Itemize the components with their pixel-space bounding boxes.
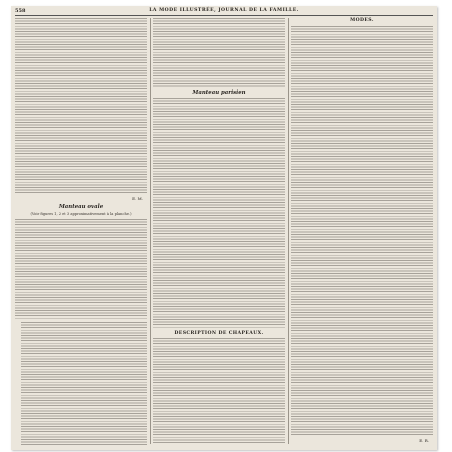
text-block bbox=[15, 219, 147, 319]
signature: E. M. bbox=[132, 196, 143, 201]
text-block bbox=[15, 18, 147, 194]
column-divider bbox=[288, 18, 289, 444]
signature: E. R. bbox=[419, 438, 429, 443]
section-title-manteau-ovale: Manteau ovale bbox=[58, 204, 104, 210]
text-block bbox=[291, 26, 433, 436]
page-number: 558 bbox=[15, 8, 26, 14]
section-title-modes: MODES. bbox=[350, 18, 374, 23]
running-title: LA MODE ILLUSTRÉE, JOURNAL DE LA FAMILLE. bbox=[149, 8, 299, 13]
column-left bbox=[15, 18, 147, 444]
column-right bbox=[291, 18, 433, 444]
header-rule bbox=[15, 15, 433, 16]
newspaper-page bbox=[11, 6, 437, 450]
section-title-chapeaux: DESCRIPTION DE CHAPEAUX. bbox=[174, 331, 264, 336]
text-block bbox=[153, 98, 285, 328]
text-block bbox=[153, 338, 285, 444]
column-divider bbox=[150, 18, 151, 444]
column-middle bbox=[153, 18, 285, 444]
text-block bbox=[153, 18, 285, 88]
section-title-manteau-parisien: Manteau parisien bbox=[192, 90, 246, 96]
pattern-list-block bbox=[21, 322, 147, 446]
section-subtitle: (Voir figures 1, 2 et 3 approximativement à la planche.) bbox=[30, 212, 132, 216]
